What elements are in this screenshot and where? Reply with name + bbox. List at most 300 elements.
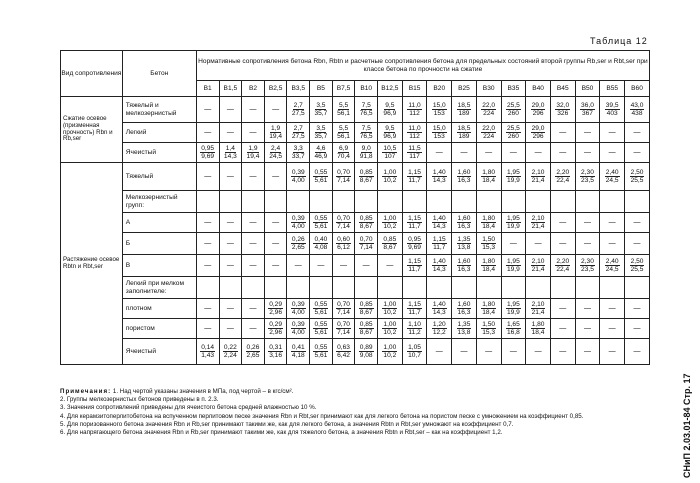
blank-cell [625,277,650,299]
value-cell [600,255,625,277]
value-mpa: 2,10 [531,300,545,308]
table-row [61,97,650,123]
concrete-type-cell: Легкий [122,123,196,143]
blank-cell [550,277,575,299]
value-mpa: 2,40 [605,168,619,176]
value-kgf: 224 [483,110,495,117]
value-mpa: 1,60 [457,168,471,176]
value-kgf: 9,08 [359,352,373,359]
value-cell [378,123,403,143]
value-mpa: 2,30 [581,168,594,176]
value-cell [378,163,403,191]
empty-cell: — [452,143,477,163]
value-mpa: 0,31 [269,343,283,351]
blank-cell [526,191,551,213]
concrete-type-cell: А [122,213,196,233]
value-mpa: 11,5 [408,144,421,152]
value-kgf: 112 [409,110,420,117]
value-kgf: 91,8 [359,153,373,160]
value-kgf: 107 [384,153,396,160]
value-mpa: 0,29 [269,300,283,308]
blank-cell [378,191,403,213]
value-mpa: 1,40 [432,300,446,308]
value-cell [310,213,333,233]
value-cell [378,339,403,365]
value-kgf: 56,1 [337,110,350,117]
value-mpa: 1,50 [482,235,496,243]
blank-cell [242,277,265,299]
value-kgf: 3,16 [269,352,283,359]
value-cell [332,143,355,163]
value-cell [287,123,310,143]
table-number-label: Таблица 12 [590,36,648,46]
value-kgf: 56,1 [337,133,350,140]
value-kgf: 117 [409,153,420,160]
table-row [61,123,650,143]
value-mpa: 2,4 [271,144,281,152]
empty-cell: — [526,339,551,365]
value-kgf: 10,2 [383,352,397,359]
value-cell [625,163,650,191]
value-cell [287,143,310,163]
value-mpa: 22,0 [482,124,496,132]
value-cell [402,143,427,163]
value-cell [427,255,452,277]
blank-cell [526,277,551,299]
value-mpa: 1,00 [383,300,397,308]
value-mpa: 1,60 [457,300,471,308]
value-cell [355,233,378,255]
value-mpa: 1,80 [482,214,496,222]
blank-cell [242,191,265,213]
value-cell [310,233,333,255]
value-kgf: 14,3 [223,153,237,160]
value-mpa: 10,5 [383,144,397,152]
value-cell [355,123,378,143]
value-kgf: 33,7 [291,153,305,160]
value-kgf: 22,4 [556,266,570,273]
empty-cell: — [219,255,242,277]
value-kgf: 19,9 [506,309,520,316]
value-mpa: 1,95 [506,214,520,222]
empty-cell: — [452,339,477,365]
value-cell [476,123,501,143]
value-cell [402,97,427,123]
value-cell [355,213,378,233]
value-kgf: 2,65 [246,352,260,359]
value-mpa: 9,5 [385,101,395,109]
value-mpa: 1,00 [383,343,397,351]
value-cell [287,163,310,191]
value-cell [355,319,378,339]
value-cell [310,299,333,319]
value-kgf: 16,3 [457,177,471,184]
value-cell [476,319,501,339]
value-kgf: 4,00 [291,177,305,184]
value-cell [452,299,477,319]
value-mpa: 1,40 [432,214,446,222]
class-header-cell: В2 [242,81,265,97]
value-kgf: 112 [409,133,420,140]
value-cell [355,163,378,191]
value-kgf: 19,9 [506,266,520,273]
value-cell [332,213,355,233]
value-mpa: 2,10 [531,214,545,222]
value-mpa: 0,39 [291,320,305,328]
value-mpa: 0,63 [337,343,350,351]
empty-cell: — [600,233,625,255]
blank-cell [501,191,526,213]
class-header-cell: В1,5 [219,81,242,97]
value-cell [196,339,219,365]
value-cell [332,299,355,319]
value-mpa: 15,0 [432,124,446,132]
value-cell [332,97,355,123]
value-cell [378,213,403,233]
class-header-cell: В3,5 [287,81,310,97]
value-kgf: 14,3 [432,309,446,316]
value-kgf: 4,00 [291,309,305,316]
empty-cell: — [196,97,219,123]
blank-cell [332,191,355,213]
blank-cell [501,277,526,299]
value-kgf: 27,5 [291,110,305,117]
blank-cell [550,191,575,213]
empty-cell: — [219,319,242,339]
value-mpa: 0,40 [314,235,328,243]
value-cell [526,123,551,143]
value-kgf: 1,43 [201,352,215,359]
value-kgf: 10,2 [383,177,397,184]
value-kgf: 4,00 [291,223,305,230]
value-mpa: 1,65 [506,320,520,328]
value-cell [625,255,650,277]
value-kgf: 7,14 [337,329,350,336]
empty-cell: — [625,213,650,233]
value-cell [402,123,427,143]
value-kgf: 46,9 [314,153,328,160]
value-kgf: 2,24 [223,352,237,359]
blank-cell [310,191,333,213]
value-cell [378,319,403,339]
value-cell [355,339,378,365]
value-kgf: 438 [631,110,643,117]
value-kgf: 23,5 [581,177,594,184]
value-mpa: 7,5 [361,124,371,132]
class-header-cell: В15 [402,81,427,97]
value-kgf: 260 [507,133,519,140]
empty-cell: — [242,319,265,339]
value-cell [219,339,242,365]
empty-cell: — [378,255,403,277]
value-kgf: 27,5 [291,133,305,140]
blank-cell [264,277,287,299]
value-cell [402,213,427,233]
value-mpa: 18,5 [457,101,471,109]
value-kgf: 5,61 [314,309,328,316]
concrete-type-cell: Легкий при мелком заполнителе: [122,277,196,299]
empty-cell: — [575,319,600,339]
blank-cell [196,191,219,213]
blank-cell [332,277,355,299]
value-kgf: 19,4 [269,133,283,140]
value-mpa: 0,55 [314,343,328,351]
value-cell [452,213,477,233]
value-cell [427,319,452,339]
value-kgf: 11,2 [408,329,421,336]
value-kgf: 12,2 [432,329,446,336]
value-cell [501,255,526,277]
value-kgf: 4,18 [291,352,305,359]
blank-cell [452,277,477,299]
empty-cell: — [427,143,452,163]
empty-cell: — [264,233,287,255]
table-row [61,163,650,191]
empty-cell: — [264,255,287,277]
empty-cell: — [476,143,501,163]
class-header-cell: В12,5 [378,81,403,97]
value-cell [378,143,403,163]
notes-block [60,388,640,437]
value-mpa: 7,5 [361,101,371,109]
note-line: 5. Для поризованного бетона значения Rbn и Rb,ser принимают такими же, как для легкого бетона, а значения Rbtn и Rbt,ser умножают на коэффициент 0,7. [60,420,514,428]
value-cell [355,299,378,319]
value-kgf: 16,3 [457,223,471,230]
value-mpa: 1,80 [482,300,496,308]
empty-cell: — [242,233,265,255]
value-mpa: 4,6 [316,144,326,152]
empty-cell: — [476,339,501,365]
value-mpa: 3,3 [293,144,303,152]
value-cell [501,319,526,339]
value-cell [332,233,355,255]
table-row [61,213,650,233]
empty-cell: — [219,233,242,255]
value-mpa: 2,30 [581,257,594,265]
value-cell [501,299,526,319]
value-cell [575,97,600,123]
empty-cell: — [625,319,650,339]
empty-cell: — [600,299,625,319]
empty-cell: — [526,143,551,163]
value-mpa: 1,4 [225,144,235,152]
value-cell [427,163,452,191]
value-mpa: 0,85 [359,320,373,328]
value-kgf: 24,5 [269,153,283,160]
value-mpa: 0,85 [359,168,373,176]
value-mpa: 2,10 [531,257,545,265]
table-row [61,143,650,163]
value-kgf: 11,7 [408,223,421,230]
class-header-cell: В50 [575,81,600,97]
value-mpa: 0,70 [337,320,350,328]
value-mpa: 3,5 [316,101,326,109]
value-kgf: 189 [458,110,470,117]
value-kgf: 9,69 [408,244,421,251]
value-cell [402,255,427,277]
value-mpa: 1,00 [383,320,397,328]
table-row [61,277,650,299]
blank-cell [378,277,403,299]
value-cell [550,163,575,191]
blank-cell [310,277,333,299]
table-body [61,97,650,365]
value-kgf: 15,3 [482,244,496,251]
empty-cell: — [219,299,242,319]
value-mpa: 18,5 [457,124,471,132]
empty-cell: — [600,143,625,163]
value-cell [402,339,427,365]
value-kgf: 21,4 [531,309,545,316]
empty-cell: — [242,123,265,143]
empty-cell: — [242,97,265,123]
value-kgf: 2,96 [269,329,283,336]
value-cell [242,339,265,365]
value-cell [332,163,355,191]
empty-cell: — [196,233,219,255]
value-kgf: 5,61 [314,223,328,230]
value-kgf: 18,4 [482,309,496,316]
value-kgf: 8,67 [359,329,373,336]
value-kgf: 153 [433,110,445,117]
value-mpa: 0,26 [246,343,260,351]
value-kgf: 18,4 [482,266,496,273]
value-mpa: 0,89 [359,343,373,351]
value-cell [575,255,600,277]
value-kgf: 23,5 [581,266,594,273]
value-kgf: 326 [557,110,569,117]
table-row [61,191,650,213]
value-mpa: 1,9 [271,124,281,132]
value-mpa: 0,29 [269,320,283,328]
value-mpa: 0,26 [291,235,305,243]
value-kgf: 24,5 [605,266,619,273]
value-mpa: 25,5 [506,101,520,109]
value-kgf: 14,3 [432,223,446,230]
value-cell [427,123,452,143]
concrete-type-cell: Ячеистый [122,339,196,365]
value-kgf: 13,8 [457,329,471,336]
value-mpa: 1,10 [408,320,421,328]
value-mpa: 29,0 [531,101,545,109]
blank-cell [476,277,501,299]
value-kgf: 2,65 [291,244,305,251]
value-kgf: 11,7 [408,177,421,184]
value-cell [402,233,427,255]
value-mpa: 1,95 [506,168,520,176]
value-cell [402,299,427,319]
resistance-table [60,50,650,365]
value-mpa: 1,20 [432,320,446,328]
value-kgf: 76,5 [359,133,373,140]
value-cell [242,143,265,163]
value-mpa: 1,15 [432,235,446,243]
class-header-cell: В40 [526,81,551,97]
empty-cell: — [242,163,265,191]
value-cell [575,163,600,191]
empty-cell: — [600,123,625,143]
value-mpa: 2,7 [293,101,303,109]
value-cell [501,163,526,191]
value-mpa: 5,5 [338,124,349,132]
value-cell [332,123,355,143]
concrete-type-cell: пористом [122,319,196,339]
empty-cell: — [550,123,575,143]
value-kgf: 19,9 [506,177,520,184]
value-mpa: 0,70 [337,168,350,176]
value-mpa: 0,55 [314,300,328,308]
value-mpa: 1,35 [457,320,471,328]
blank-cell [402,191,427,213]
value-mpa: 3,5 [316,124,326,132]
value-mpa: 0,95 [201,144,215,152]
value-mpa: 1,60 [457,257,471,265]
value-mpa: 2,7 [293,124,303,132]
value-mpa: 1,05 [408,343,421,351]
empty-cell: — [196,213,219,233]
value-mpa: 22,0 [482,101,496,109]
empty-cell: — [264,163,287,191]
value-kgf: 7,14 [337,223,350,230]
value-cell [378,299,403,319]
value-mpa: 1,60 [457,214,471,222]
value-mpa: 1,35 [457,235,471,243]
value-cell [501,123,526,143]
value-cell [526,319,551,339]
value-kgf: 16,3 [457,266,471,273]
value-cell [264,123,287,143]
value-mpa: 1,95 [506,300,520,308]
note-line: 3. Значения сопротивлений приведены для ячеистого бетона средней влажностью 10 %. [60,404,317,412]
value-mpa: 11,0 [408,124,421,132]
blank-cell [625,191,650,213]
table-row [61,319,650,339]
empty-cell: — [625,123,650,143]
empty-cell: — [550,319,575,339]
value-mpa: 2,50 [630,168,644,176]
value-cell [452,163,477,191]
value-cell [427,233,452,255]
table-row [61,299,650,319]
value-mpa: 15,0 [432,101,446,109]
value-mpa: 0,85 [359,300,373,308]
empty-cell: — [501,233,526,255]
value-mpa: 9,0 [361,144,371,152]
value-cell [526,299,551,319]
value-mpa: 0,85 [359,214,373,222]
value-kgf: 10,7 [408,352,421,359]
value-mpa: 0,70 [359,235,373,243]
value-cell [196,143,219,163]
value-cell [600,163,625,191]
empty-cell: — [242,213,265,233]
blank-cell [287,277,310,299]
value-kgf: 14,3 [432,266,446,273]
empty-cell: — [550,233,575,255]
empty-cell: — [550,339,575,365]
value-kgf: 5,61 [314,352,328,359]
concrete-type-cell: Тяжелый [122,163,196,191]
value-kgf: 403 [606,110,618,117]
value-kgf: 296 [532,110,544,117]
value-cell [476,255,501,277]
note-line: 6. Для напрягающего бетона значения Rbn и Rb,ser принимают такими же, как для тяжелого бетона, а значения Rbtn и Rbt,ser – как на коэффициент 1,2. [60,429,503,437]
value-cell [310,319,333,339]
blank-cell [427,191,452,213]
value-cell [310,163,333,191]
empty-cell: — [575,233,600,255]
value-mpa: 0,70 [337,214,350,222]
